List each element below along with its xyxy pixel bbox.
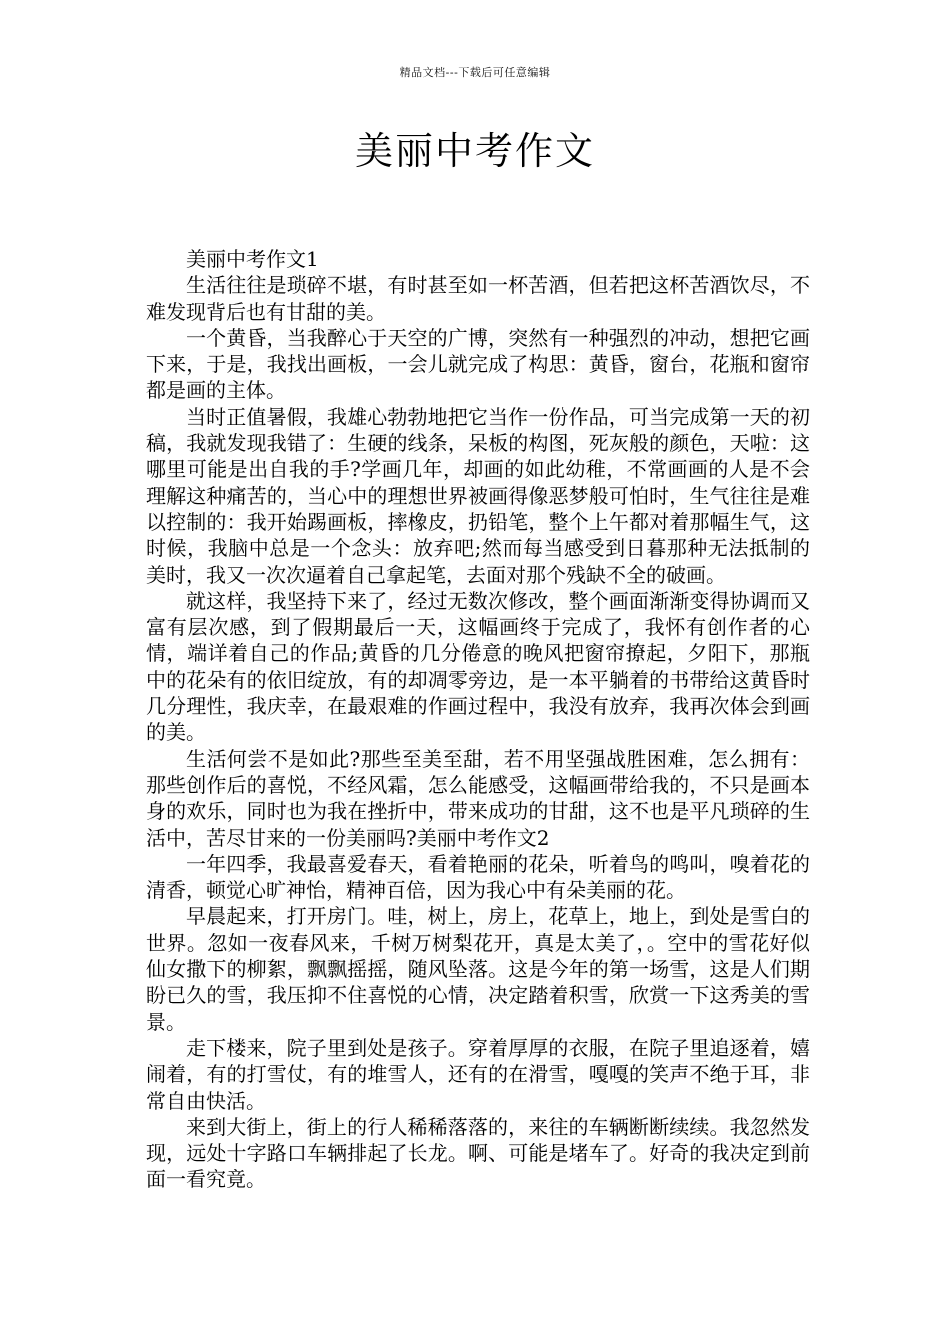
paragraph: 生活何尝不是如此?那些至美至甜，若不用坚强战胜困难，怎么拥有：那些创作后的喜悦，不经风霜，怎么能感受，这幅画带给我的，不只是画本身的欢乐，同时也为我在挫折中，带来成功的甘甜，这不也是平凡琐碎的生活中，苦尽甘来的一份美丽吗?美丽中考作文2 [146, 746, 810, 850]
header-note: 精品文档---下载后可任意编辑 [399, 66, 551, 79]
paragraph: 来到大街上，街上的行人稀稀落落的，来往的车辆断断续续。我忽然发现，远处十字路口车辆排起了长龙。啊、可能是堵车了。好奇的我决定到前面一看究竟。 [146, 1114, 810, 1192]
paragraph: 当时正值暑假，我雄心勃勃地把它当作一份作品，可当完成第一天的初稿，我就发现我错了：生硬的线条，呆板的构图，死灰般的颜色，天啦：这哪里可能是出自我的手?学画几年，却画的如此幼稚，不常画画的人是不会理解这种痛苦的，当心中的理想世界被画得像恶梦般可怕时，生气往往是难以控制的：我开始踢画板，摔橡皮，扔铅笔，整个上午都对着那幅生气，这时候，我脑中总是一个念头：放弃吧;然而每当感受到日暮那种无法抵制的美时，我又一次次逼着自己拿起笔，去面对那个残缺不全的破画。 [146, 404, 810, 587]
paragraph: 走下楼来，院子里到处是孩子。穿着厚厚的衣服，在院子里追逐着，嬉闹着，有的打雪仗，有的堆雪人，还有的在滑雪，嘎嘎的笑声不绝于耳，非常自由快活。 [146, 1035, 810, 1113]
paragraph: 就这样，我坚持下来了，经过无数次修改，整个画面渐渐变得协调而又富有层次感，到了假期最后一天，这幅画终于完成了，我怀有创作者的心情，端详着自己的作品;黄昏的几分倦意的晚风把窗帘撩起，夕阳下，那瓶中的花朵有的依旧绽放，有的却凋零旁边，是一本平躺着的书带给这黄昏时几分理性，我庆幸，在最艰难的作画过程中，我没有放弃，我再次体会到画的美。 [146, 588, 810, 745]
document-body [146, 246, 810, 1193]
section-heading: 美丽中考作文1 [186, 247, 319, 271]
paragraph: 一年四季，我最喜爱春天，看着艳丽的花朵，听着鸟的鸣叫，嗅着花的清香，顿觉心旷神怡，精神百倍，因为我心中有朵美丽的花。 [146, 851, 810, 903]
paragraph: 一个黄昏，当我醉心于天空的广博，突然有一种强烈的冲动，想把它画下来，于是，我找出画板，一会儿就完成了构思：黄昏，窗台，花瓶和窗帘都是画的主体。 [146, 325, 810, 403]
page-title: 美丽中考作文 [354, 129, 595, 173]
paragraph: 早晨起来，打开房门。哇，树上，房上，花草上，地上，到处是雪白的世界。忽如一夜春风来，千树万树梨花开，真是太美了，。空中的雪花好似仙女撒下的柳絮，飘飘摇摇，随风坠落。这是今年的第一场雪，这是人们期盼已久的雪，我压抑不住喜悦的心情，决定踏着积雪，欣赏一下这秀美的雪景。 [146, 904, 810, 1034]
paragraph: 生活往往是琐碎不堪，有时甚至如一杯苦酒，但若把这杯苦酒饮尽，不难发现背后也有甘甜的美。 [146, 273, 810, 324]
